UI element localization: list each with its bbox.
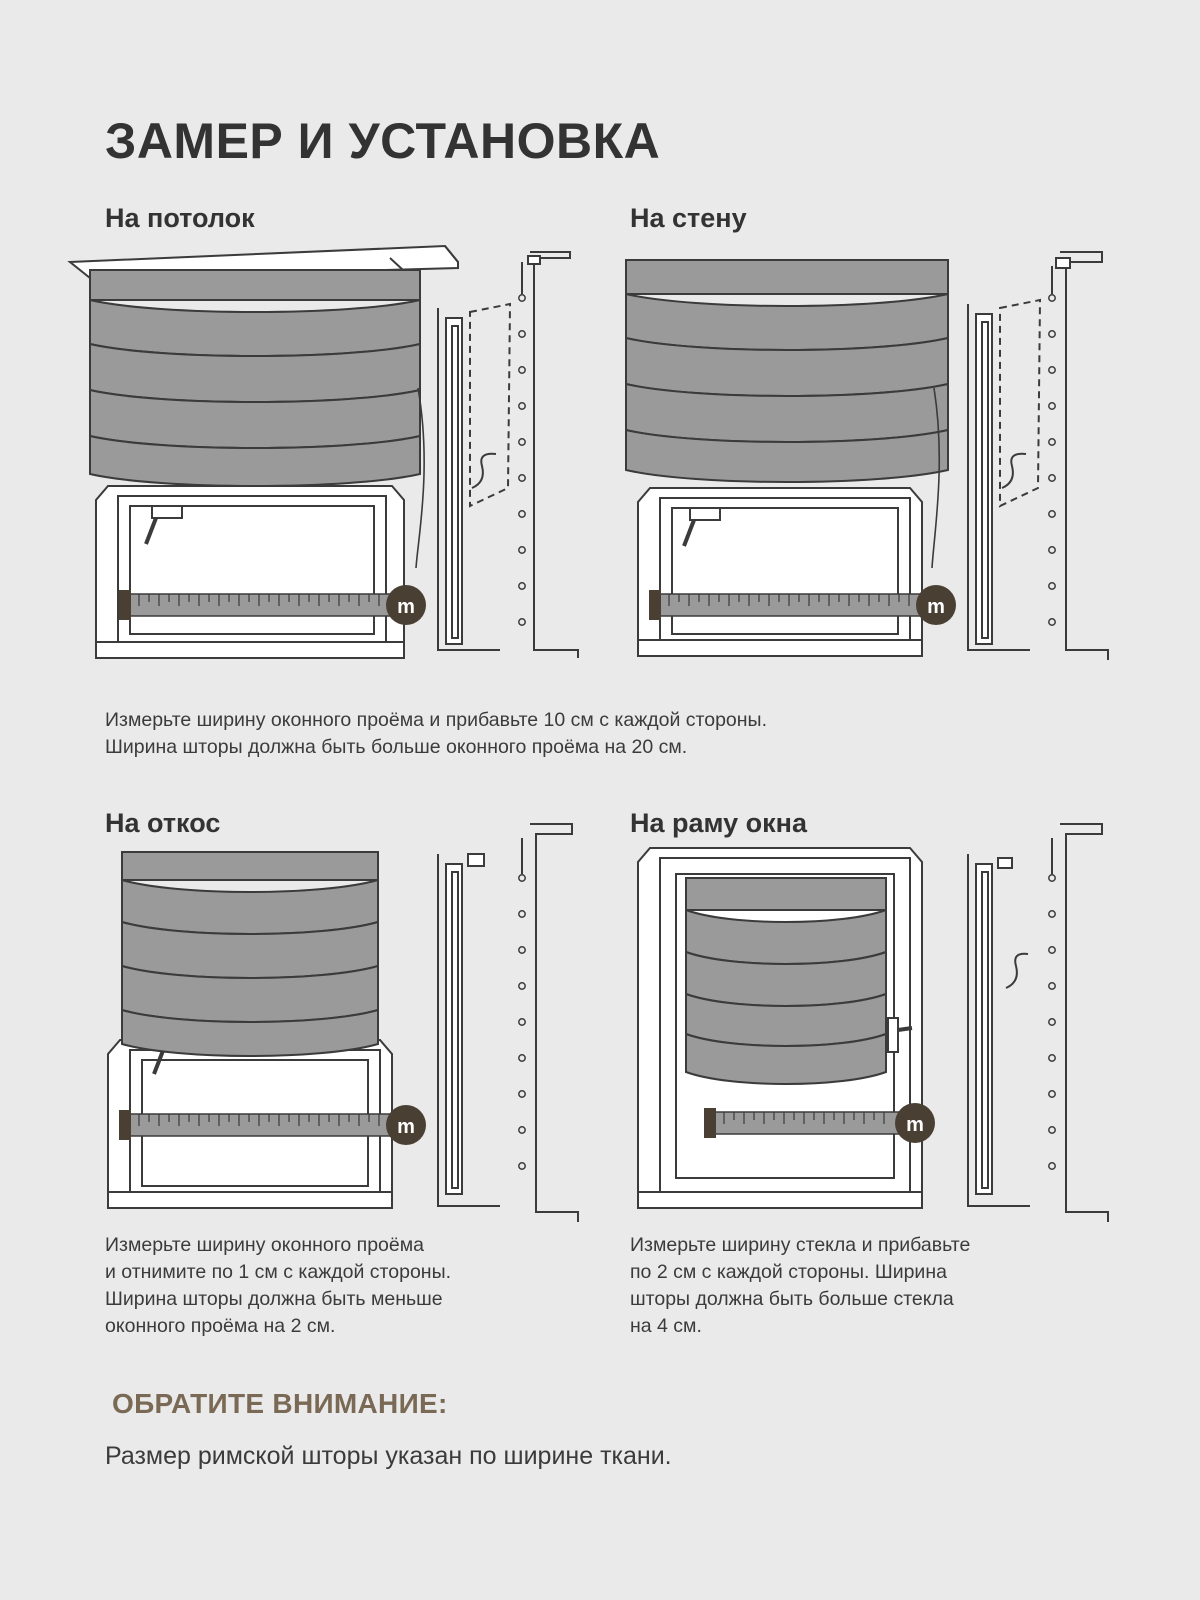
tape-measure-reveal: [115, 1100, 435, 1152]
caption-line: Ширина шторы должна быть меньше: [105, 1288, 443, 1310]
tape-measure-sash: [700, 1098, 950, 1150]
tape-label-sash: m: [906, 1114, 924, 1136]
figure-reveal: [60, 818, 580, 1238]
caption-sash: [630, 1232, 1130, 1340]
tape-label-reveal: m: [397, 1116, 415, 1138]
note-body: Размер римской шторы указан по ширине ткани.: [105, 1442, 672, 1470]
note-title: ОБРАТИТЕ ВНИМАНИЕ:: [112, 1388, 448, 1419]
tape-label-wall: m: [927, 596, 945, 618]
tape-label-ceiling: m: [397, 596, 415, 618]
caption-line: Измерьте ширину оконного проёма: [105, 1234, 424, 1256]
page-title: ЗАМЕР И УСТАНОВКА: [105, 113, 661, 169]
caption-ceiling: [105, 707, 965, 761]
caption-line: Измерьте ширину оконного проёма и прибавьте 10 см с каждой стороны.: [105, 709, 767, 731]
caption-line: шторы должна быть больше стекла: [630, 1288, 954, 1310]
caption-line: Измерьте ширину стекла и прибавьте: [630, 1234, 971, 1256]
caption-line: на 4 см.: [630, 1315, 702, 1337]
section-title-wall: На стену: [630, 203, 747, 233]
section-title-reveal: На откос: [105, 808, 221, 838]
tape-measure-ceiling: [115, 580, 435, 632]
caption-line: Ширина шторы должна быть больше оконного проёма на 20 см.: [105, 736, 688, 758]
caption-reveal: [105, 1232, 585, 1340]
figure-sash: [590, 818, 1110, 1238]
section-title-ceiling: На потолок: [105, 203, 255, 233]
tape-measure-wall: [645, 580, 965, 632]
section-title-sash: На раму окна: [630, 808, 807, 838]
caption-line: и отнимите по 1 см с каждой стороны.: [105, 1261, 452, 1283]
caption-line: по 2 см с каждой стороны. Ширина: [630, 1261, 947, 1283]
caption-line: оконного проёма на 2 см.: [105, 1315, 336, 1337]
